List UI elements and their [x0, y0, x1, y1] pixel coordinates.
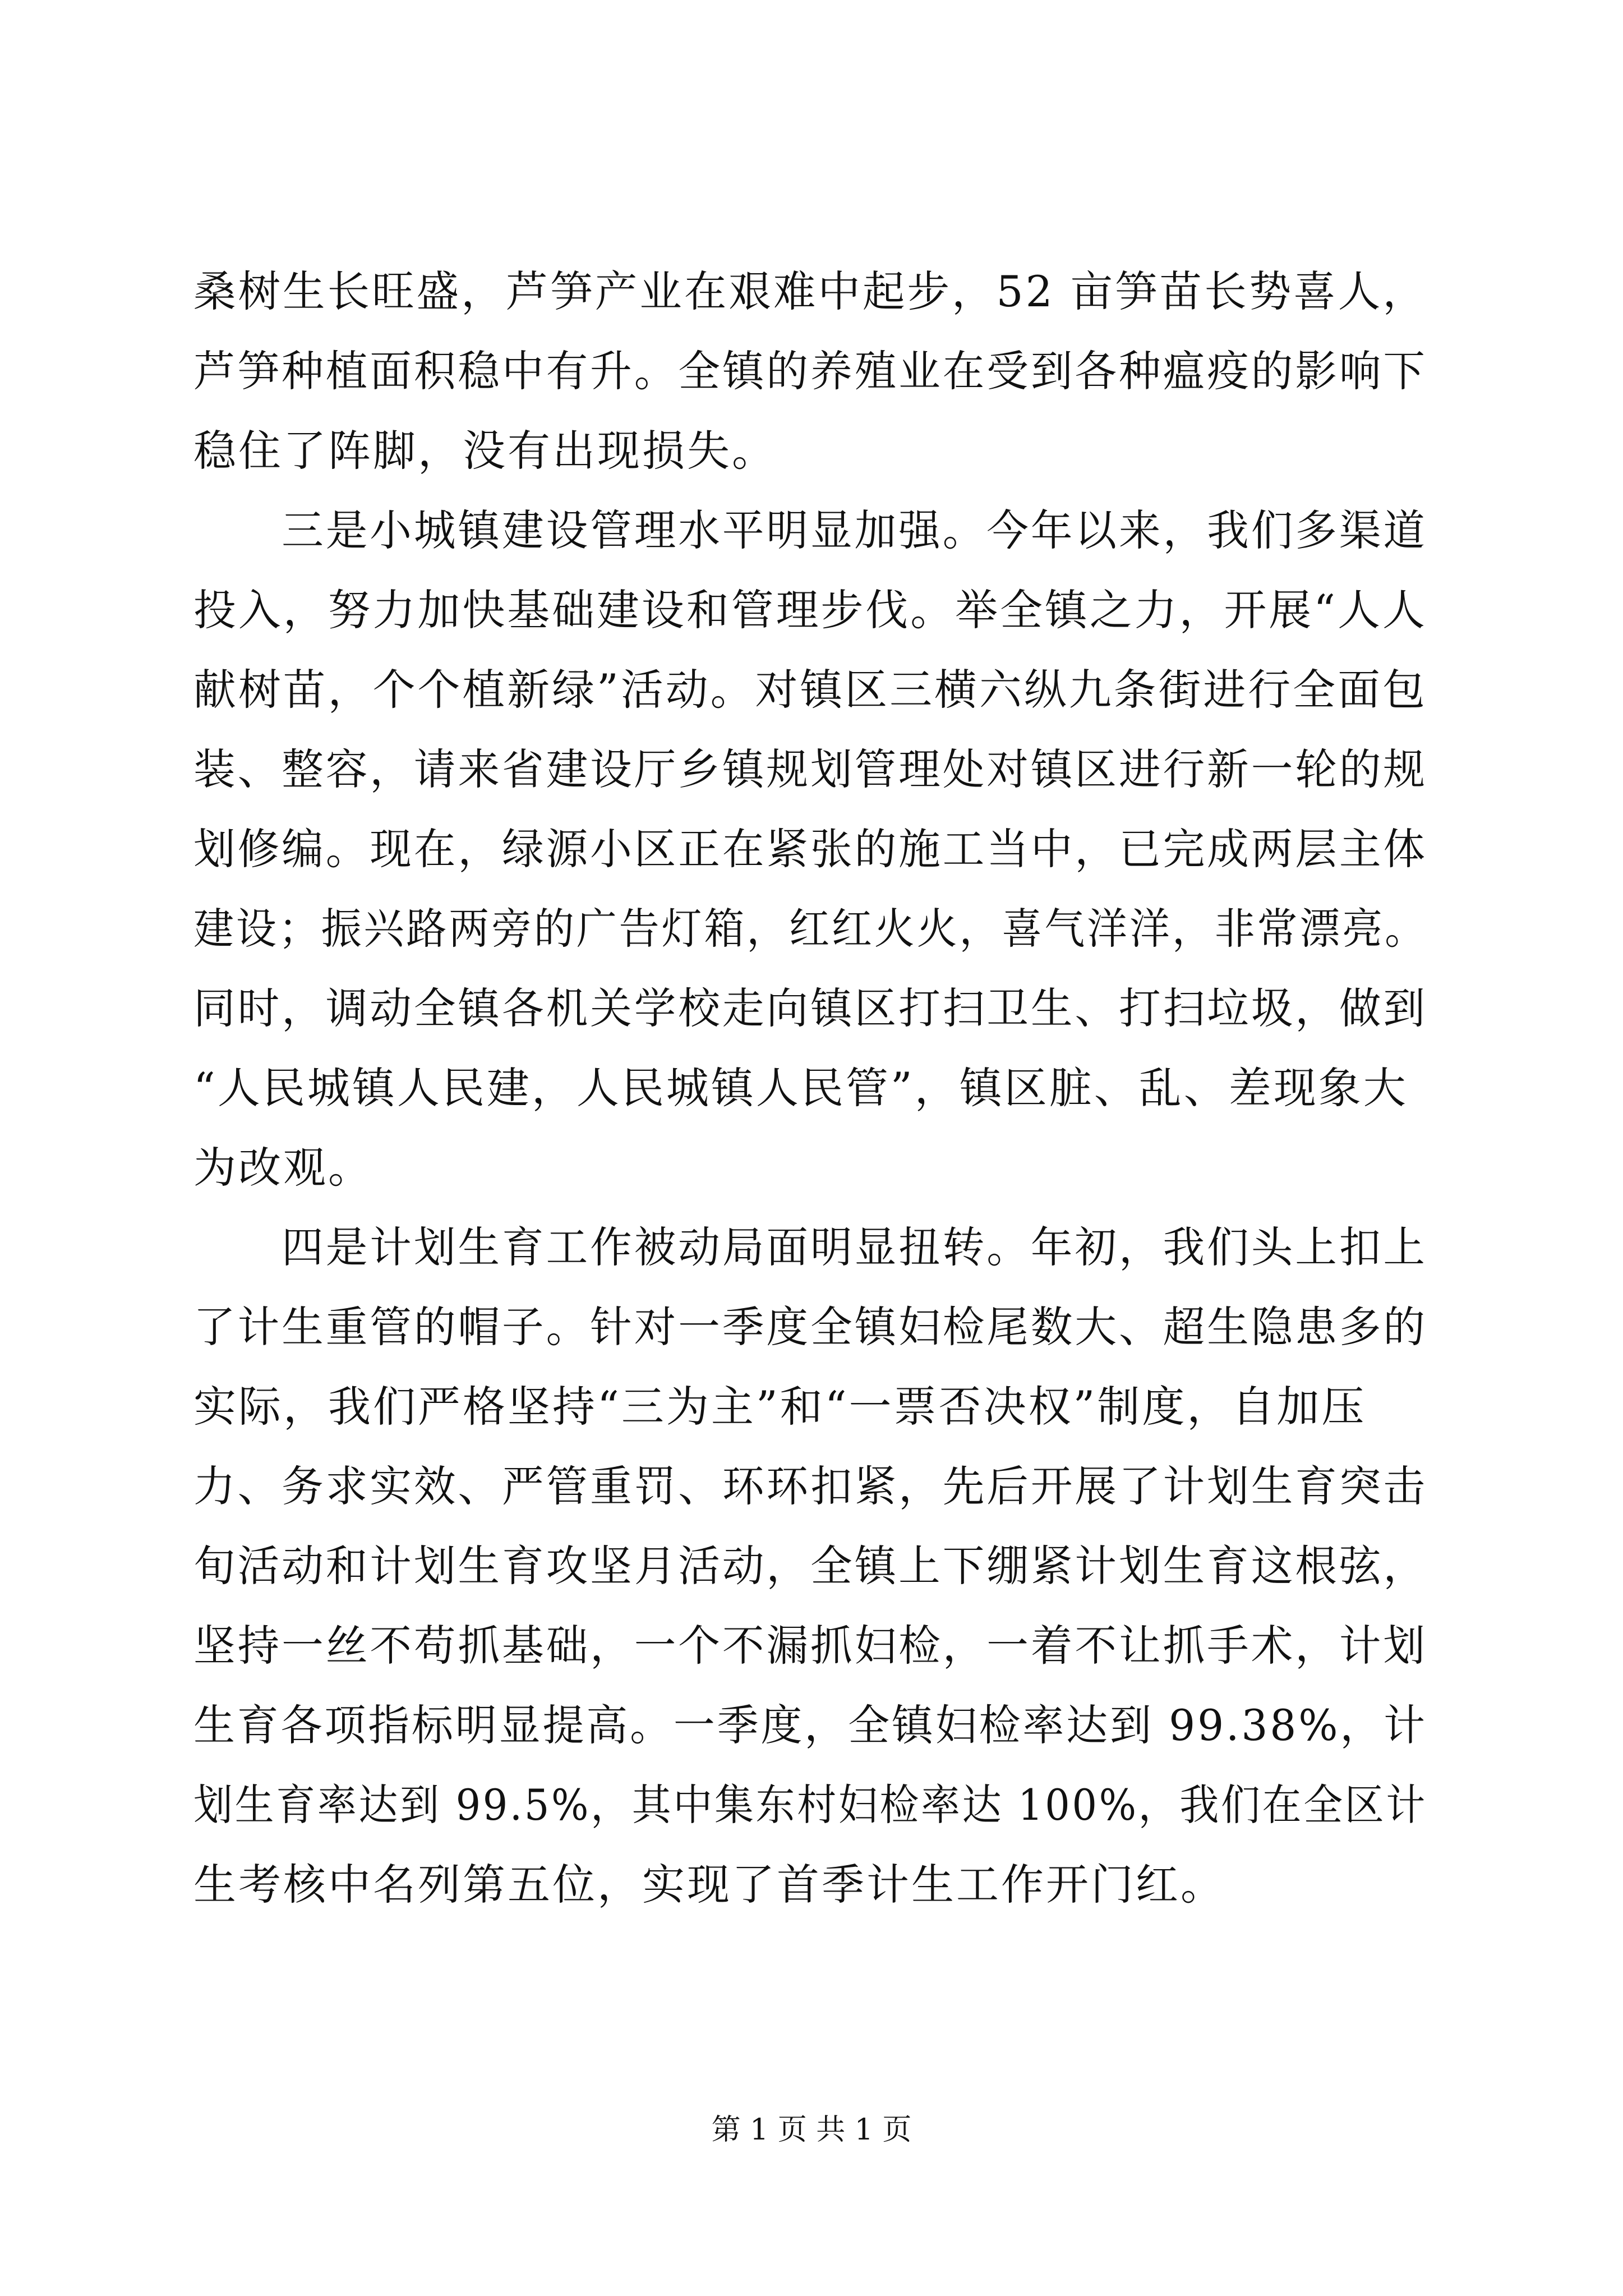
page-number-label: 第 1 页 共 1 页	[711, 2113, 912, 2147]
text-line: 建设；振兴路两旁的广告灯箱，红红火火，喜气洋洋，非常漂亮。	[193, 904, 1427, 954]
text-line: 三是小城镇建设管理水平明显加强。今年以来，我们多渠道	[193, 505, 1427, 555]
text-line: 实际，我们严格坚持“三为主”和“一票否决权”制度，自加压	[193, 1382, 1367, 1432]
text-line: 投入，努力加快基础建设和管理步伐。举全镇之力，开展“人人	[193, 585, 1427, 635]
text-line: 旬活动和计划生育攻坚月活动，全镇上下绷紧计划生育这根弦，	[193, 1541, 1427, 1591]
text-line: 装、整容，请来省建设厅乡镇规划管理处对镇区进行新一轮的规	[193, 744, 1427, 794]
text-line: 稳住了阵脚，没有出现损失。	[193, 426, 777, 476]
text-line: 了计生重管的帽子。针对一季度全镇妇检尾数大、超生隐患多的	[193, 1302, 1427, 1352]
text-line: 力、务求实效、严管重罚、环环扣紧，先后开展了计划生育突击	[193, 1461, 1427, 1511]
text-line: 桑树生长旺盛，芦笋产业在艰难中起步，52 亩笋苗长势喜人，	[193, 266, 1427, 316]
text-line: 同时，调动全镇各机关学校走向镇区打扫卫生、打扫垃圾，做到	[193, 983, 1427, 1033]
text-line: 四是计划生育工作被动局面明显扭转。年初，我们头上扣上	[193, 1222, 1427, 1272]
text-line: 生育各项指标明显提高。一季度，全镇妇检率达到 99.38%，计	[193, 1700, 1427, 1750]
text-line: 坚持一丝不苟抓基础，一个不漏抓妇检，一着不让抓手术，计划	[193, 1621, 1427, 1671]
page-footer	[0, 2110, 1623, 2150]
text-line: 划生育率达到 99.5%，其中集东村妇检率达 100%，我们在全区计	[193, 1780, 1428, 1830]
text-line: 划修编。现在，绿源小区正在紧张的施工当中，已完成两层主体	[193, 824, 1427, 874]
text-line: 生考核中名列第五位，实现了首季计生工作开门红。	[193, 1860, 1225, 1910]
text-line: “人民城镇人民建，人民城镇人民管”，镇区脏、乱、差现象大	[193, 1063, 1408, 1113]
text-line: 芦笋种植面积稳中有升。全镇的养殖业在受到各种瘟疫的影响下	[193, 346, 1427, 396]
text-line: 献树苗，个个植新绿”活动。对镇区三横六纵九条街进行全面包	[193, 665, 1427, 715]
text-line: 为改观。	[193, 1143, 373, 1193]
